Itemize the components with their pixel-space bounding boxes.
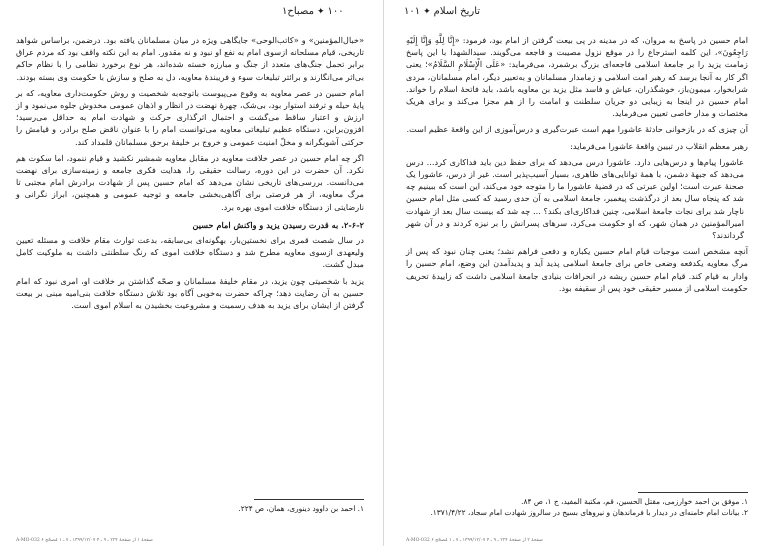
page-number: ۱۰۰ bbox=[327, 6, 344, 17]
left-page-body bbox=[16, 34, 364, 315]
right-page bbox=[384, 0, 768, 546]
section-heading: ۲-۶-۲. به قدرت رسیدن یزید و واکنش امام حسین bbox=[192, 219, 364, 230]
star-ornament-icon: ✦ bbox=[423, 7, 431, 17]
paragraph: «خبال‌المؤمنین» و «کاتب‌الوحی» جایگاهی ویژه در میان مسلمانان یافته بود. درضمن، براساس شواهد تاریخی، قیام مسلحانه ازسوی امام به نفع او نبود و نه مقدور. امام به این نکته واقف بود که مردم عراق برابر تحمل جنگ‌های متعدد از جنگ و مبارزه خسته شده‌اند، هر نوع برخورد نظامی را با نظام حاکم بی‌اثر می‌انگارند و برائتر تبلیغات سوء و فریبندهٔ معاویه، دل به صلح و سازش با حکومت وی بسته بودند. bbox=[16, 35, 364, 82]
footnote: ۱. احمد بن داوود دینوری، همان، ص ۲۲۴. bbox=[238, 504, 364, 513]
right-page-header bbox=[404, 6, 480, 17]
footnote: ۱. موفق بن احمد خوارزمی، مقتل الحسین، قم، مکتبة المفید، ج ۱، ص ۸۴. bbox=[521, 497, 748, 506]
page-number: ۱۰۱ bbox=[404, 6, 421, 17]
paragraph: یزید با شخصیتی چون یزید، در مقام خلیفهٔ مسلمانان و صحّه گذاشتن بر خلافت او، امری نبود که امام حسین به آن رضایت دهد؛ چراکه حضرت به‌خوبی آگاه بود تلاش دستگاه خلافت بنی‌امیه مبنی بر بیعت گرفتن از ایشان برای یزید به هدف رسمیت و مشروعیت بخشیدن به اسلام اموی است. bbox=[16, 275, 364, 311]
paragraph: امام حسین در عصر معاویه به وقوع می‌پیوست باتوجه‌به شخصیت و روش حکومت‌داری معاویه، که بر پایهٔ حیله و ترفند استوار بود، بی‌شک، چهرهٔ نهضت در انظار و اذهان عمومی مخدوش جلوه می‌نمود و از ارزش و اعتبار ساقط می‌گشت و احتمال اثرگذاری حرکت و شهادت امام به حداقل می‌رسید؛ افزون‌براین، دستگاه عظیم تبلیغاتی معاویه می‌توانست امام را با عنوان ناقض صلح برادر، و قیامش را حرکتی آشوبگرانه و مخلّ امنیت عمومی و خروج بر خلیفهٔ برحق مسلمانان قلمداد کند. bbox=[16, 87, 364, 147]
footnote-separator bbox=[638, 492, 748, 493]
block-quote: عاشورا پیام‌ها و درس‌هایی دارد. عاشورا درس می‌دهد که برای حفظ دین باید فداکاری کرد... درس می‌دهد که جبههٔ دشمن، با همهٔ توانایی‌های ظاهری، بسیار آسیب‌پذیر است. غیر از درس، عاشورا یک صحنهٔ عبرت است؛ اولین عبرتی که در قضیهٔ عاشورا ما را متوجه خود می‌کند، این است که ببینیم چه شد که پنجاه سال بعد از درگذشت پیغمبر، جامعهٔ اسلامی به آن حدی رسید که کسی مثل امام حسین ناچار شد برای نجات جامعهٔ اسلامی، چنین فداکاری‌ای بکند؟ ... چه شد که بیست سال بعد از شهادت امیرالمؤمنین در همان شهر، که او حکومت می‌کرد، سرهای پسرانش را بر نیزه کردند و در آن شهر گرداندند؟ bbox=[406, 156, 744, 241]
footnote-separator bbox=[254, 499, 364, 500]
right-page-body bbox=[406, 34, 748, 298]
left-print-footer: صفحهٔ ۱ از صفحهٔ ۲۲۴ ـ ۹ ـ ۴ ۱۳۹۹/۱۲/۰۷ ـ ۷ ـ ۱ مُصحّح ۶ A-MO-032 bbox=[16, 538, 153, 543]
paragraph: در سال شصت قمری برای نخستین‌بار، بهگونه‌ای بی‌سابقه، بدعت توارث مقام خلافت و مسئله تعیین ولیعهدی ازسوی معاویه مطرح شد و دستگاه خلافت اموی که رنگ سلطنتی داشت به ملوکیت کامل مبدل گشت. bbox=[16, 235, 364, 270]
paragraph: رهبر معظم انقلاب در تبیین واقعهٔ عاشورا می‌فرماید: bbox=[570, 140, 748, 151]
paragraph: اگر چه امام حسین در عصر خلافت معاویه در مقابل معاویه شمشیر نکشید و قیام ننمود، اما سکوت هم نکرد. آن حضرت در این دوره، رسالت حقیقی را، هدایت فکری جامعه و زمینه‌سازی برای نهضت می‌دانست. بررسی‌های تاریخی نشان می‌دهد که امام حسین پس از شهادت برادرش امام مجتبی تا مرگ معاویه، از هر فرصتی برای آگاهی‌بخشی جامعه و توجیه عمومی و همچنین، ابراز نگرانی و نارضایتی از دستگاه خلافت اموی بهره برد. bbox=[16, 152, 364, 212]
paragraph: آن چیزی که در بازخوانی حادثهٔ عاشورا مهم است عبرت‌گیری و درس‌آموزی از این واقعهٔ عظیم است. bbox=[406, 124, 748, 135]
star-ornament-icon: ✦ bbox=[316, 7, 325, 17]
paragraph: امام حسین در پاسخ به مروان، که در مدینه در پی بیعت گرفتن از امام بود، فرمود: «إِنَّا لِلَّهِ وَإِنَّا إِلَيْهِ رَاجِعُونَ»، این کلمه استرجاع را در موقع نزول مصیبت و فاجعه می‌گویند. سیدالشهدا با این پاسخ زمامت یزید را بر جامعهٔ اسلامی فاجعه‌ای بزرگ برشمرد، می‌فرماید: «عَلَى الْإِسْلَامِ السَّلَامُ»؛ یعنی اگر کار به آنجا برسد که رهبر امت اسلامی و زمامدار مسلمانان و به‌تعبیر دیگر، امام مسلمانان، مردی شرابخوار، میمون‌باز، خوشگذران، عیاش و فاسد مثل یزید بن معاویه باشد، باید فاتحهٔ اسلام را خواند. امام حسین در اینجا به زیبایی دو جریان سلطنت و امامت را از هم مجزا می‌کند و برای هریک مختصات و مدار خاصی تعیین می‌فرماید. bbox=[406, 35, 748, 119]
running-title: مصباح۱ bbox=[282, 6, 314, 17]
paragraph: آنچه مشخص است موجبات قیام امام حسین یکباره و دفعی فراهم نشد؛ یعنی چنان نبود که پس از مرگ معاویه یکدفعه وضعی خاص برای جامعهٔ اسلامی پدید آید و پدیدآمدن این وضع، امام حسین را وادار به قیام کند. قیام امام حسین ریشه در انحرافات بنیادی جامعهٔ اسلامی داشت که زاییدهٔ تحریف حکومت اسلامی از مسیر حقیقی خود پس از سقیفه بود. bbox=[406, 246, 748, 293]
right-print-footer: صفحهٔ ۲ از صفحهٔ ۲۲۴ ـ ۹ ـ ۴ ۱۳۹۹/۱۲/۰۷ ـ ۷ ـ ۱ مُصحّح ۶ A-MO-032 bbox=[406, 538, 543, 543]
footnote: ۲. بیانات امام خامنه‌ای در دیدار با فرماندهان و نیروهای بسیج در سالروز شهادت امام سجاد، ۱۳۷۱/۴/۲۲. bbox=[430, 508, 748, 517]
right-footnotes bbox=[406, 496, 748, 518]
running-title: تاریخ اسلام bbox=[433, 6, 481, 17]
left-page-header bbox=[282, 6, 344, 17]
left-footnotes bbox=[16, 503, 364, 514]
